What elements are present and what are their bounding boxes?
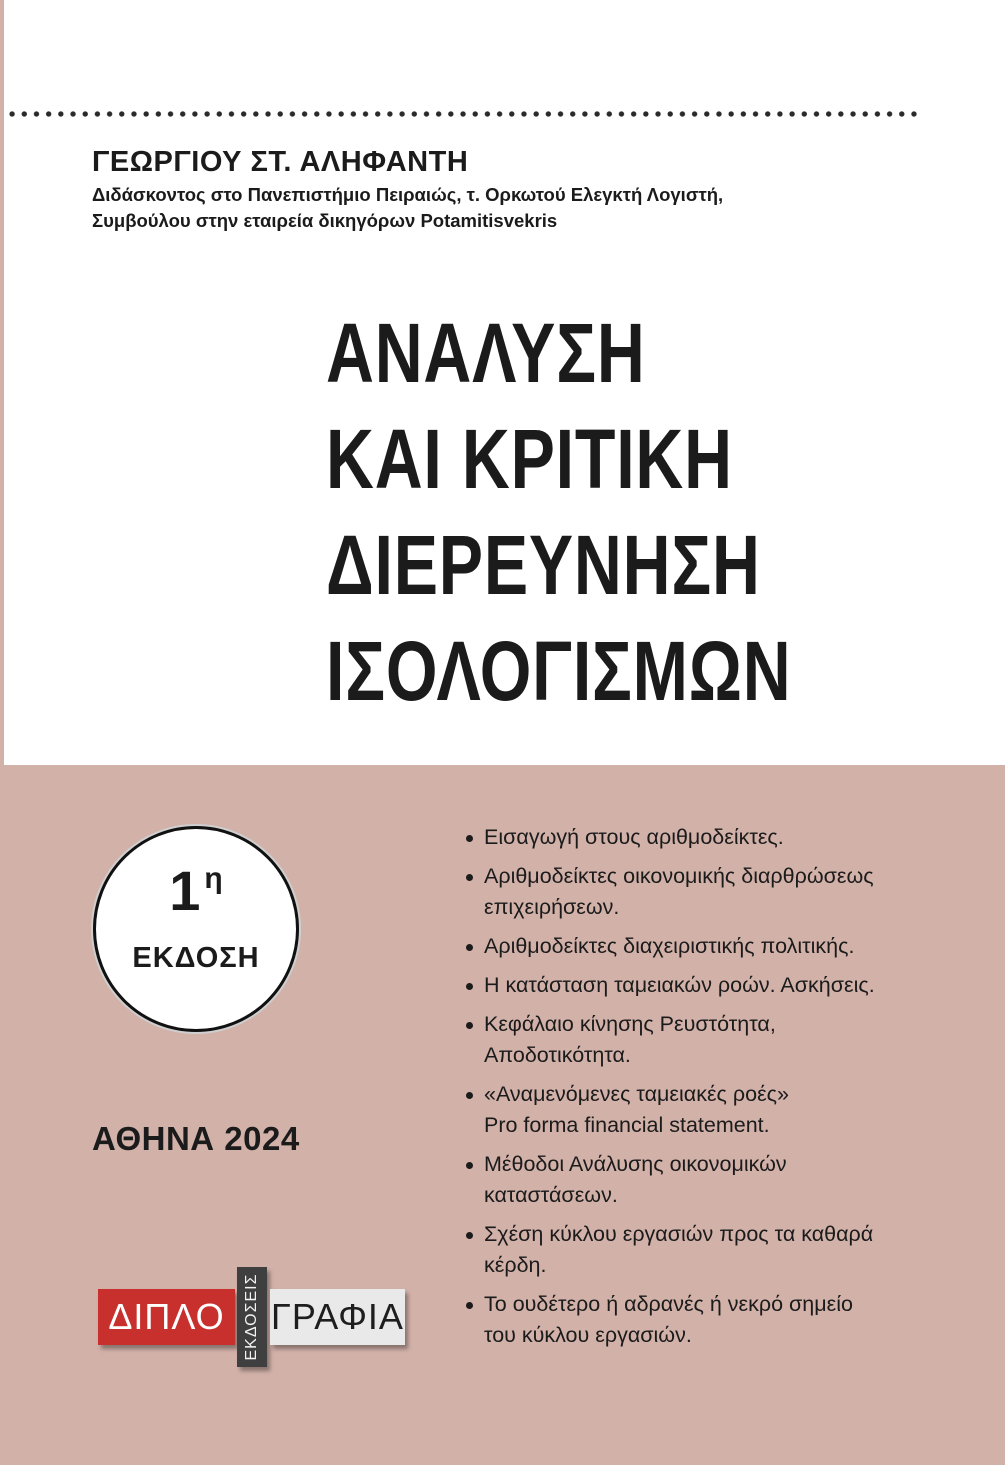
topic-item: Μέθοδοι Ανάλυσης οικονομικών καταστάσεων. [464, 1149, 964, 1211]
city-year: ΑΘΗΝΑ 2024 [92, 1120, 300, 1157]
topic-item: Αριθμοδείκτες διαχειριστικής πολιτικής. [464, 931, 964, 962]
publisher-logo-left: ΔΙΠΛΟ [98, 1289, 235, 1345]
topic-item: Κεφάλαιο κίνησης Ρευστότητα, Αποδοτικότητα. [464, 1009, 964, 1071]
topic-item: Σχέση κύκλου εργασιών προς τα καθαρά κέρδη. [464, 1219, 964, 1281]
publisher-logo-middle: ΕΚΔΟΣΕΙΣ [243, 1273, 260, 1361]
title-line-3: ΔΙΕΡΕΥΝΗΣΗ [326, 518, 761, 612]
publisher-logo-right: ΓΡΑΦΙΑ [270, 1289, 405, 1345]
topics-list [464, 822, 964, 1359]
topic-item: Αριθμοδείκτες οικονομικής διαρθρώσεως επιχειρήσεων. [464, 861, 964, 923]
title-line-2: ΚΑΙ ΚΡΙΤΙΚΗ [326, 412, 733, 506]
edition-number [96, 859, 296, 922]
topic-item: Εισαγωγή στους αριθμοδείκτες. [464, 822, 964, 853]
book-title [326, 300, 847, 724]
left-edge-strip [0, 0, 4, 765]
publisher-logo [98, 1262, 408, 1372]
title-line-1: ΑΝΑΛΥΣΗ [326, 306, 646, 400]
author-credentials-line-1: Διδάσκοντος στο Πανεπιστήμιο Πειραιώς, τ. Ορκωτού Ελεγκτή Λογιστή, [92, 184, 724, 205]
edition-label: ΕΚΔΟΣΗ [132, 942, 260, 974]
author-name: ΓΕΩΡΓΙΟΥ ΣΤ. ΑΛΗΦΑΝΤΗ [92, 146, 469, 178]
author-credentials-line-2: Συμβούλου στην εταιρεία δικηγόρων Potamitisvekris [92, 210, 558, 231]
edition-number-value: 1 [169, 859, 201, 922]
topic-item: Η κατάσταση ταμειακών ροών. Ασκήσεις. [464, 970, 964, 1001]
edition-badge [93, 826, 299, 1032]
dotted-rule [6, 109, 922, 119]
title-line-4: ΙΣΟΛΟΓΙΣΜΩΝ [326, 624, 792, 718]
topic-item: «Αναμενόμενες ταμειακές ροές» Pro forma financial statement. [464, 1079, 964, 1141]
edition-superscript: η [204, 862, 223, 895]
topic-item: Το ουδέτερο ή αδρανές ή νεκρό σημείο του κύκλου εργασιών. [464, 1289, 964, 1351]
